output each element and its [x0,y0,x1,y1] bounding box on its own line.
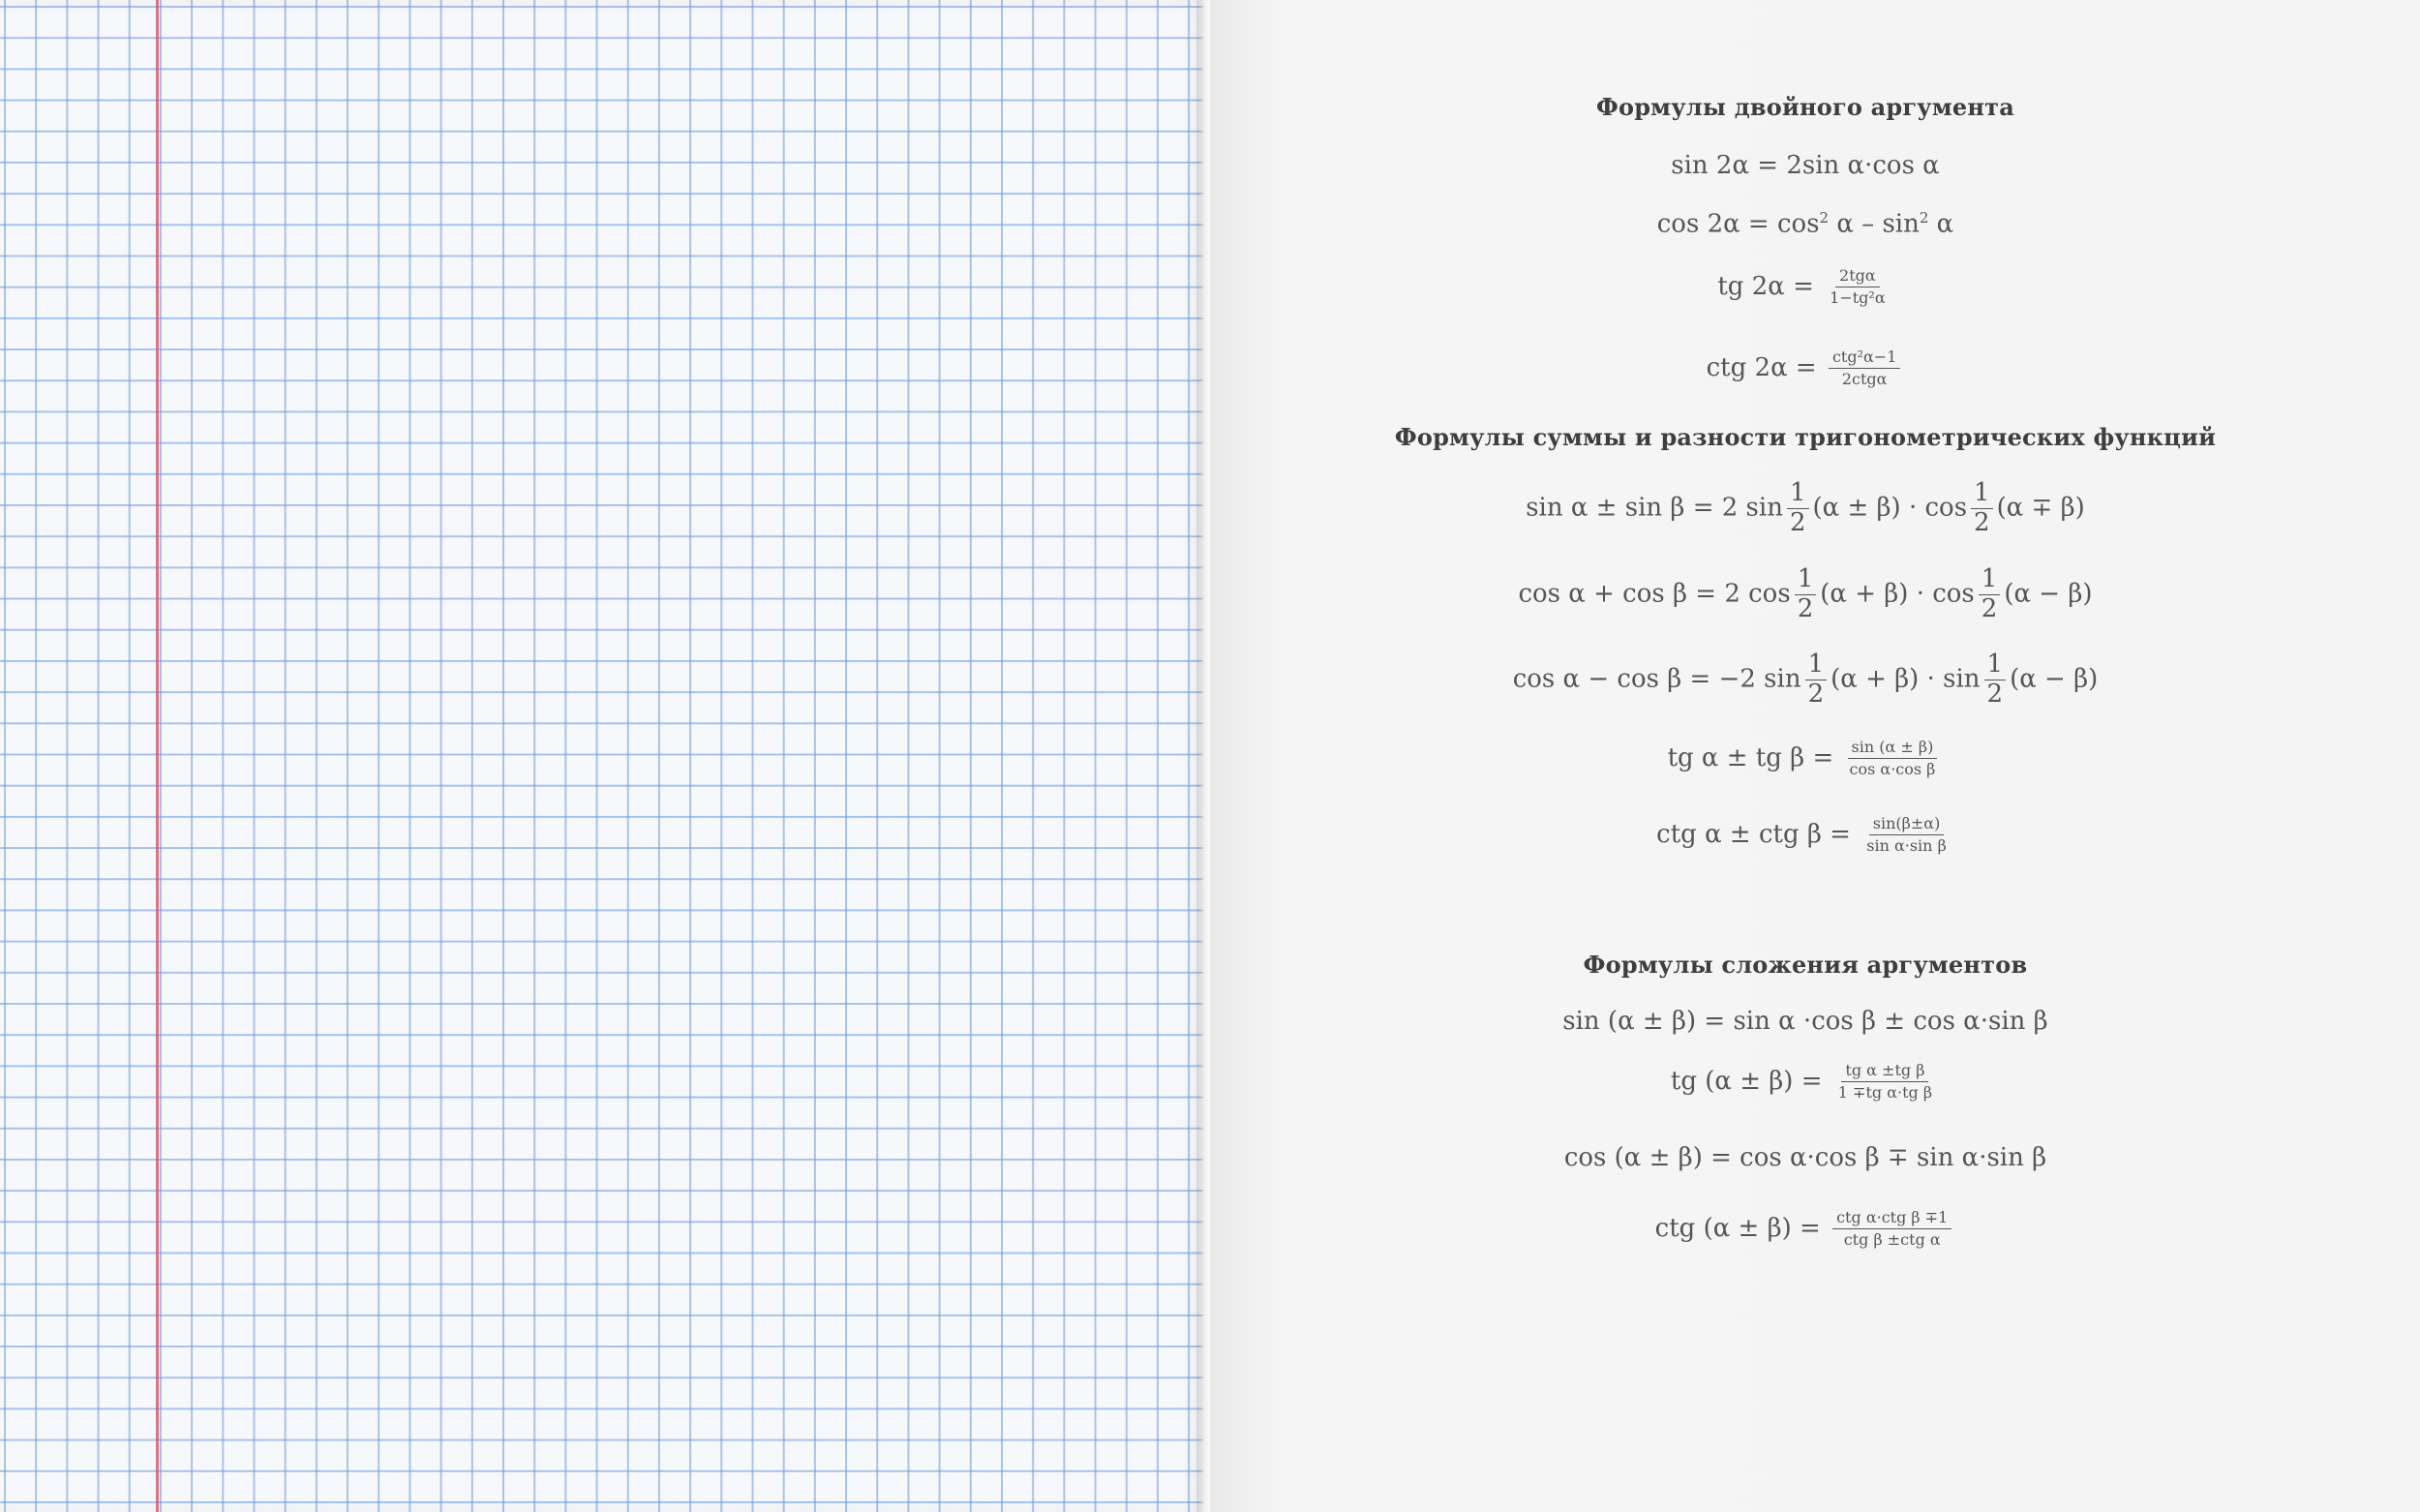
fraction-half: $\frac{1}{2}$ [1787,479,1809,538]
formula-ctg-sum: ctg α ± ctg β = $\frac{\sin(\beta\pm\alpha)}{\text{sin α·sin β}}$ [1210,815,2401,856]
fraction-half: $\frac{1}{2}$ [1984,650,2007,710]
fraction: $\frac{\text{ctg²α−1}}{\text{2ctgα}}$ [1829,348,1900,389]
formula-sin-sum: sin α ± sin β = 2 sin $\frac{1}{2}$ (α ± β) · cos $\frac{1}{2}$ (α ∓ β) [1526,478,2085,537]
fraction-half: $\frac{1}{2}$ [1971,479,1993,538]
grid-page [0,0,1203,1512]
formula-cos-addition: cos (α ± β) = cos α·cos β ∓ sin α·sin β [1563,1143,2047,1172]
fraction: $\frac{\text{ctg α·ctg β ∓1}}{\text{ctg β ±ctg α}}$ [1832,1209,1951,1250]
heading-double-argument: Формулы двойного аргумента [1596,93,2014,121]
heading-sum-difference: Формулы суммы и разности тригонометрических функций [1394,423,2217,451]
formula-ctg-addition: ctg (α ± β) = $\frac{\text{ctg α·ctg β ∓1}}{\text{ctg β ±ctg α}}$ [1210,1209,2401,1250]
heading-addition: Формулы сложения аргументов [1583,951,2028,979]
formula-cos-difference: cos α − cos β = −2 sin $\frac{1}{2}$ (α + β) · sin $\frac{1}{2}$ (α − β) [1512,650,2099,709]
fraction-half: $\frac{1}{2}$ [1795,565,1817,624]
formula-ctg-2a: ctg 2α = $\frac{\text{ctg²α−1}}{\text{2ctgα}}$ [1210,348,2401,389]
fraction: $\frac{\sin (\alpha \pm \beta)}{\text{cos α·cos β}}$ [1849,738,1936,779]
formula-cos-2a: $\cos 2\alpha = \cos^2 \alpha - \sin^2 \alpha$ [1656,209,1954,239]
formula-tg-addition: tg (α ± β) = $\frac{\text{tg α ±tg β}}{\text{1 ∓tg α·tg β}}$ [1210,1062,2401,1103]
formula-sin-2a: sin 2α = 2sin α·cos α [1671,151,1940,180]
margin-line [156,0,159,1512]
fraction: $\frac{\text{2tgα}}{\text{1−tg²α}}$ [1830,266,1886,308]
fraction: $\frac{\text{tg α ±tg β}}{\text{1 ∓tg α·tg β}}$ [1837,1061,1933,1103]
fraction-half: $\frac{1}{2}$ [1979,565,2001,624]
formula-cos-sum: cos α + cos β = 2 cos $\frac{1}{2}$ (α + β) · cos $\frac{1}{2}$ (α − β) [1518,564,2093,623]
formula-page [1210,0,2420,1512]
fraction-half: $\frac{1}{2}$ [1805,650,1828,710]
formula-tg-sum: tg α ± tg β = $\frac{\sin (\alpha \pm \beta)}{\text{cos α·cos β}}$ [1210,739,2401,779]
formula-sin-addition: sin (α ± β) = sin α ·cos β ± cos α·sin β [1562,1007,2048,1036]
formula-tg-2a: tg 2α = $\frac{\text{2tgα}}{\text{1−tg²α}}$ [1210,267,2401,308]
fraction: $\frac{\sin(\beta\pm\alpha)}{\text{sin α·sin β}}$ [1866,814,1947,856]
